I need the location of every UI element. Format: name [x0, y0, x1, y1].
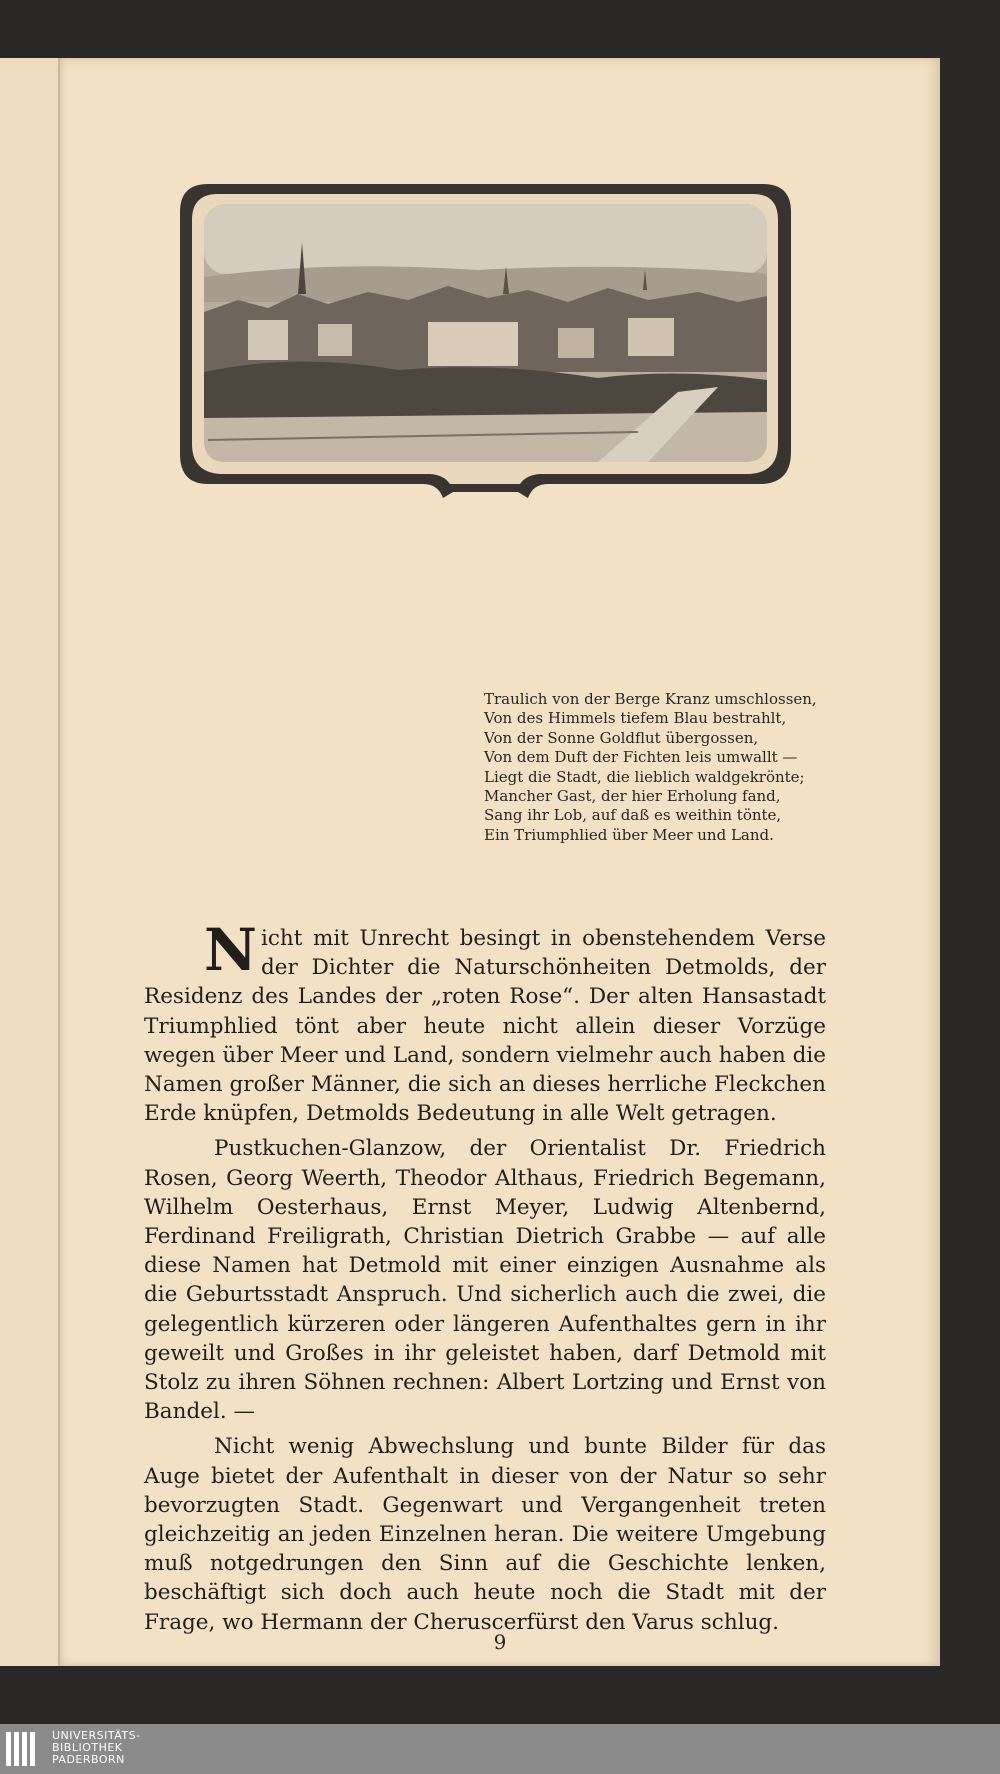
page-number: 9	[493, 1630, 507, 1654]
poem-line: Von dem Duft der Fichten leis umwallt —	[484, 748, 798, 767]
paragraph-1	[144, 916, 826, 1128]
library-footer-bar	[0, 1724, 1000, 1774]
paragraph-2: Pustkuchen-Glanzow, der Orientalist Dr. Friedrich Rosen, Georg Weerth, Theodor Althaus, Friedrich Begemann, Wilhelm Oesterhaus, Ernst Meyer, Ludwig Altenbernd, Ferdinand Freiligrath, Christian Dietrich Grabbe — auf alle diese Namen hat Detmold mit einer einzigen Ausnahme als die Geburtsstadt Anspruch. Und sicherlich auch die zwei, die gelegentlich kürzeren oder längeren Aufenthaltes gern in ihr geweilt und Großes in ihr geleistet haben, darf Detmold mit Stolz zu ihren Söhnen rechnen: Albert Lortzing und Ernst von Bandel. —	[144, 1136, 826, 1425]
paragraph-3: Nicht wenig Abwechslung und bunte Bilder für das Auge bietet der Aufenthalt in dieser von der Natur so sehr bevorzugten Stadt. Gegenwart und Vergangenheit treten gleichzeitig an jeden Einzelnen heran. Die weitere Umgebung muß notgedrungen den Sinn auf die Geschichte lenken, beschäftigt sich doch auch heute noch die Stadt mit der Frage, wo Hermann der Cheruscerfürst den Varus schlug.	[144, 1434, 826, 1635]
poem-line: Von des Himmels tiefem Blau bestrahlt,	[484, 709, 787, 728]
poem-verse	[484, 690, 904, 845]
facing-page-edge	[0, 58, 60, 1666]
poem-line: Von der Sonne Goldflut übergossen,	[484, 728, 759, 747]
poem-line: Traulich von der Berge Kranz umschlossen,	[484, 690, 817, 708]
library-logo-icon	[6, 1732, 42, 1766]
body-text	[144, 916, 826, 1643]
poem-line: Mancher Gast, der hier Erholung fand,	[484, 787, 781, 806]
library-name-line: BIBLIOTHEK	[52, 1741, 123, 1754]
poem-line: Sang ihr Lob, auf daß es weithin tönte,	[484, 806, 782, 825]
poem-line: Liegt die Stadt, die lieblich waldgekrönte;	[484, 767, 805, 786]
town-view-photo	[178, 182, 793, 502]
poem-line: Ein Triumphlied über Meer und Land.	[484, 825, 774, 844]
library-name-line: PADERBORN	[52, 1753, 125, 1766]
library-name-line: UNIVERSITÄTS-	[52, 1729, 141, 1742]
book-page	[60, 58, 940, 1666]
drop-cap: N	[204, 916, 258, 984]
paragraph-1-text: icht mit Unrecht besingt in obenstehendem Verse der Dichter die Naturschönheiten Detmolds, der Residenz des Landes der „roten Rose“. Der alten Hansastadt Triumphlied tönt aber heute nicht allein dieser Vorzüge wegen über Meer und Land, sondern vielmehr auch haben die Namen großer Männer, die sich an dieses herrliche Fleckchen Erde knüpfen, Detmolds Bedeutung in alle Welt getragen.	[144, 926, 826, 1127]
library-name	[52, 1730, 141, 1766]
